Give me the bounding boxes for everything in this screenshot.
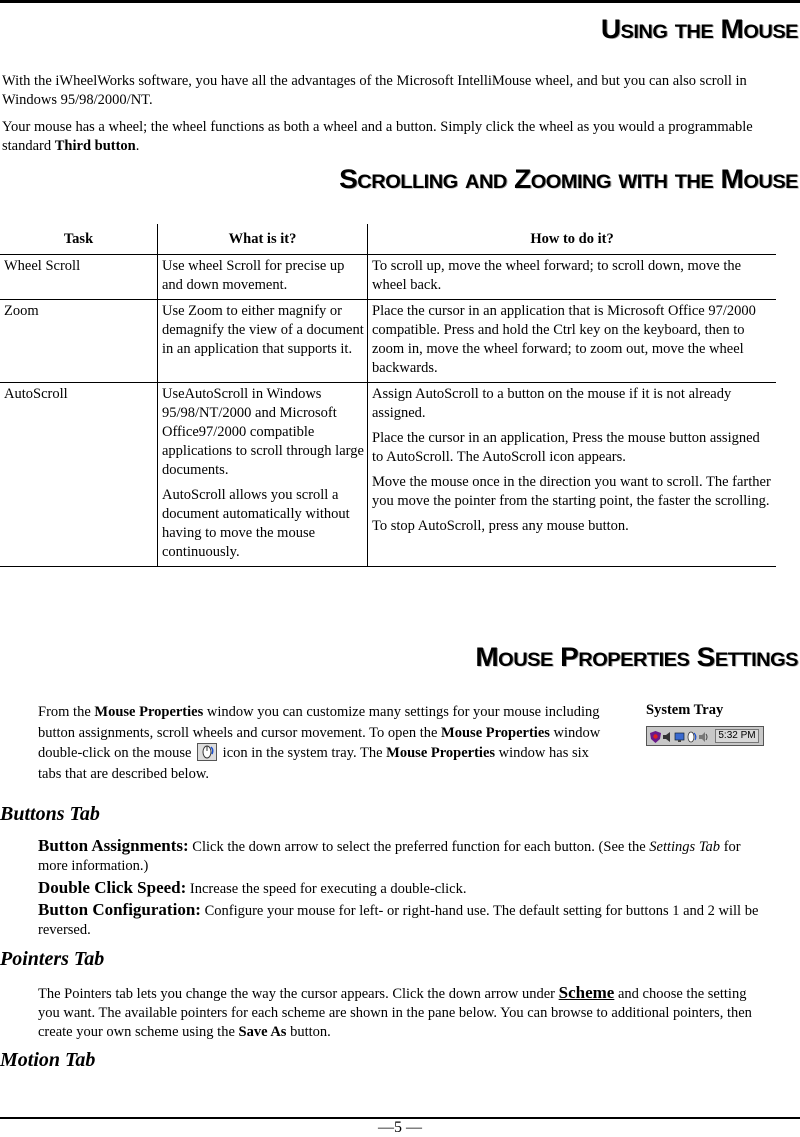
wheel-paragraph-end: . (135, 138, 140, 154)
third-button-term: Third button (54, 138, 136, 154)
how-text: Assign AutoScroll to a button on the mouse if it is not already assigned. (372, 386, 732, 421)
item-text: button. (286, 1024, 331, 1040)
speaker-icon (662, 730, 673, 742)
heading-buttons-tab: Buttons Tab (0, 803, 100, 825)
how-cell (368, 300, 777, 383)
wheel-paragraph (2, 118, 792, 156)
mouse-properties-intro (38, 702, 608, 784)
wheel-paragraph-text: Your mouse has a wheel; the wheel functions as both a wheel and a button. Simply click the wheel as you would a programmable standard (2, 119, 753, 154)
item-lead: Button Configuration: (38, 900, 201, 919)
top-rule (0, 0, 800, 3)
heading-pointers-tab: Pointers Tab (0, 948, 105, 970)
table-header-what: What is it? (158, 224, 368, 255)
mouse-tray-icon (197, 743, 217, 761)
what-text: UseAutoScroll in Windows 95/98/NT/2000 and Microsoft Office97/2000 compatible applications to scroll through large documents. (162, 386, 364, 478)
table-row (0, 383, 776, 567)
task-cell: Zoom (0, 300, 158, 383)
how-text: Place the cursor in an application that is Microsoft Office 97/2000 compatible. Press and hold the Ctrl key on the keyboard, then to zoom in, move the wheel forward; to zoom out, move the wheel backwards. (372, 303, 756, 376)
what-cell (158, 300, 368, 383)
item-text: for more information.) (38, 839, 741, 874)
intro-text: window you can customize many settings for your mouse including button assignments, scroll wheels and cursor movement. To open the (38, 704, 600, 741)
item-text: and choose the setting you want. The available pointers for each scheme are shown in the pane below. You can browse to additional pointers, then create your own scheme using the (38, 986, 752, 1040)
button-assignments-item (38, 836, 768, 876)
scheme-term: Scheme (558, 983, 615, 1002)
heading-scrolling-zooming: Scrolling and Zooming with the Mouse (339, 164, 798, 194)
intro-bold: Mouse Properties (441, 724, 550, 741)
page-number: —5 — (378, 1119, 422, 1136)
task-table (0, 224, 776, 567)
table-header-task: Task (0, 224, 158, 255)
heading-motion-tab: Motion Tab (0, 1049, 96, 1071)
task-cell: AutoScroll (0, 383, 158, 567)
tray-clock: 5:32 PM (715, 729, 759, 743)
intro-bold: Mouse Properties (386, 745, 496, 761)
item-text: Increase the speed for executing a double-click. (186, 881, 467, 897)
intro-bold: Mouse Properties (94, 704, 204, 720)
heading-mouse-properties: Mouse Properties Settings (475, 642, 798, 672)
intro-text: window has six tabs that are described below. (38, 745, 589, 782)
what-text: Use Zoom to either magnify or demagnify the view of a document in an application that supports it. (162, 303, 364, 357)
how-text: To stop AutoScroll, press any mouse button. (372, 518, 629, 534)
item-lead: Double Click Speed: (38, 878, 187, 897)
table-header-row (0, 224, 776, 255)
what-text: Use wheel Scroll for precise up and down movement. (162, 258, 345, 293)
system-tray-image (646, 726, 764, 746)
how-cell (368, 255, 777, 300)
task-cell: Wheel Scroll (0, 255, 158, 300)
how-text: To scroll up, move the wheel forward; to scroll down, move the wheel back. (372, 258, 742, 293)
network-icon (674, 730, 685, 742)
what-text: AutoScroll allows you scroll a document automatically without having to move the mouse continuously. (162, 487, 350, 560)
item-text: Click the down arrow to select the preferred function for each button. (See the (188, 839, 650, 855)
intro-paragraph: With the iWheelWorks software, you have all the advantages of the Microsoft IntelliMouse wheel, and but you can also scroll in Windows 95/98/2000/NT. (2, 73, 747, 108)
intro-text: icon in the system tray. The (219, 745, 387, 761)
item-lead: Button Assignments: (38, 836, 189, 855)
intro-text: From the (38, 704, 95, 720)
table-row (0, 300, 776, 383)
shield-icon (650, 730, 661, 742)
save-as-term: Save As (238, 1024, 287, 1040)
table-row (0, 255, 776, 300)
how-text: Place the cursor in an application, Press the mouse button assigned to AutoScroll. The AutoScroll icon appears. (372, 430, 760, 465)
volume-icon (698, 730, 709, 742)
how-cell (368, 383, 777, 567)
heading-using-the-mouse: Using the Mouse (600, 14, 798, 44)
double-click-speed-item (38, 878, 768, 899)
table-header-how: How to do it? (368, 224, 777, 255)
item-text: The Pointers tab lets you change the way the cursor appears. Click the down arrow under (38, 986, 559, 1002)
settings-tab-ref: Settings Tab (649, 839, 721, 855)
button-configuration-item (38, 900, 768, 940)
mouse-icon (686, 730, 697, 742)
system-tray-label: System Tray (646, 702, 724, 718)
intro-text: window double-click on the mouse (38, 724, 601, 761)
item-text: Configure your mouse for left- or right-hand use. The default setting for buttons 1 and 2 will be reversed. (38, 903, 759, 938)
what-cell (158, 255, 368, 300)
how-text: Move the mouse once in the direction you want to scroll. The farther you move the pointer from the starting point, the faster the scrolling. (372, 474, 771, 509)
what-cell (158, 383, 368, 567)
pointers-tab-paragraph (38, 983, 768, 1042)
